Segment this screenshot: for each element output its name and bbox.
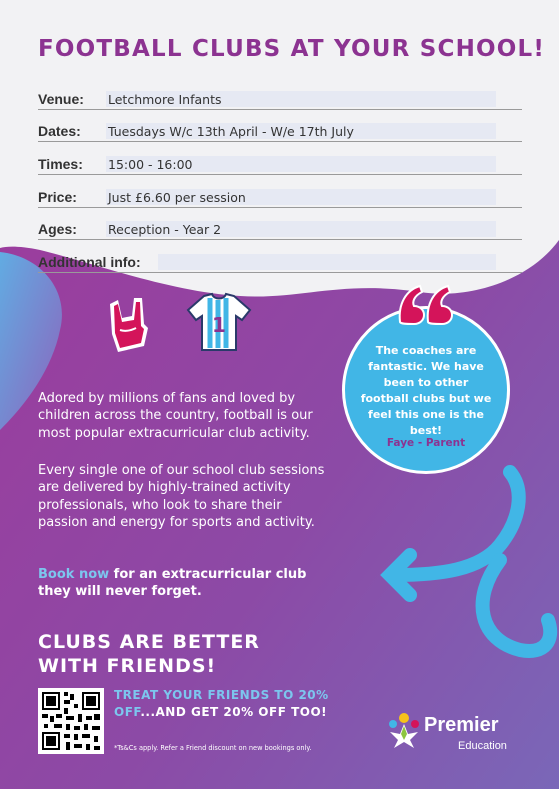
times-row: [38, 153, 522, 175]
qr-code-icon[interactable]: [38, 688, 104, 754]
terms-note: *Ts&Cs apply. Refer a Friend discount on new bookings only.: [114, 744, 312, 752]
divider: [38, 141, 522, 142]
ages-row: [38, 218, 522, 240]
logo-subtitle: Education: [458, 740, 507, 752]
divider: [38, 109, 522, 110]
additional-field[interactable]: [158, 254, 496, 270]
divider: [38, 239, 522, 240]
book-now-line: [38, 566, 328, 601]
friends-heading: [38, 630, 298, 678]
friends-heading-line2: WITH FRIENDS!: [38, 655, 217, 677]
times-label: Times:: [38, 156, 83, 172]
divider: [38, 174, 522, 175]
venue-field[interactable]: Letchmore Infants: [106, 91, 496, 107]
intro-paragraph: Adored by millions of fans and loved by children across the country, football is our most popular extracurricular club activity.: [38, 391, 313, 441]
ages-label: Ages:: [38, 221, 77, 237]
friends-heading-line1: CLUBS ARE BETTER: [38, 631, 260, 653]
book-now-link[interactable]: Book now: [38, 567, 110, 582]
dates-row: [38, 120, 522, 142]
ages-field[interactable]: Reception - Year 2: [106, 221, 496, 237]
price-label: Price:: [38, 189, 77, 205]
offer-highlight: TREAT YOUR FRIENDS TO 20% OFF: [114, 688, 329, 719]
book-now-rest: for an extracurricular club they will never forget.: [38, 567, 307, 600]
logo-name: Premier: [424, 714, 499, 736]
page-title: FOOTBALL CLUBS AT YOUR SCHOOL!: [38, 36, 546, 62]
times-field[interactable]: 15:00 - 16:00: [106, 156, 496, 172]
additional-label: Additional info:: [38, 254, 141, 270]
rock-hand-icon: [104, 294, 156, 358]
svg-text:1: 1: [212, 313, 226, 337]
dates-field[interactable]: Tuesdays W/c 13th April - W/e 17th July: [106, 123, 496, 139]
testimonial-author: Faye - Parent: [386, 437, 466, 449]
referral-offer: [114, 687, 344, 721]
venue-label: Venue:: [38, 91, 84, 107]
price-row: [38, 186, 522, 208]
additional-row: [38, 251, 522, 273]
divider: [38, 272, 522, 273]
testimonial-quote: The coaches are fantastic. We have been to other football clubs but we feel this one is the best!: [360, 344, 492, 437]
venue-row: [38, 88, 522, 110]
football-shirt-icon: [186, 292, 252, 354]
quote-icon: [396, 282, 456, 326]
offer-rest: ...AND GET 20% OFF TOO!: [140, 705, 328, 719]
premier-education-logo: [384, 710, 424, 750]
divider: [38, 207, 522, 208]
dates-label: Dates:: [38, 123, 81, 139]
sessions-paragraph: Every single one of our school club sessions are delivered by highly-trained activity professionals, who look to share their passion and energy for sports and activity.: [38, 463, 325, 530]
price-field[interactable]: Just £6.60 per session: [106, 189, 496, 205]
